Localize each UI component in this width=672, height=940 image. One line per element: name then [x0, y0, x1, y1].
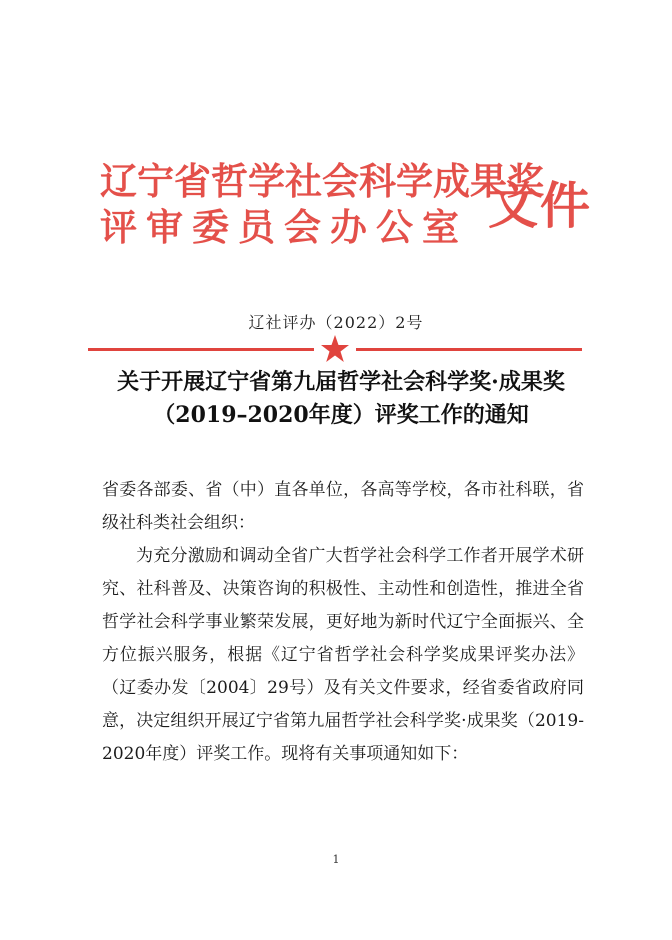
- star-icon: [320, 334, 350, 364]
- page-number: 1: [332, 853, 340, 866]
- issuing-org-line-1: 辽宁省哲学社会科学成果奖: [100, 160, 544, 203]
- salutation: 省委各部委、省（中）直各单位，各高等学校，各市社科联，省级社科类社会组织：: [102, 480, 584, 533]
- document-header: [100, 150, 592, 260]
- body-paragraph: 为充分激励和调动全省广大哲学社会科学工作者开展学术研究、社科普及、决策咨询的积极性、主动性和创造性，推进全省哲学社会科学事业繁荣发展，更好地为新时代辽宁全面振兴、全方位振兴服务，根据《辽宁省哲学社会科学奖成果评奖办法》（辽委办发〔2004〕29号）及有关文件要求，经省委省政府同意，决定组织开展辽宁省第九届哲学社会科学奖·成果奖（2019-2020年度）评奖工作。现将有关事项通知如下：: [102, 546, 584, 764]
- red-rule-right: [356, 348, 582, 351]
- document-title: 关于开展辽宁省第九届哲学社会科学奖·成果奖（2019–2020年度）评奖工作的通知: [117, 369, 565, 428]
- red-separator: [88, 334, 582, 364]
- issuing-org-line-2: 评审委员会办公室: [100, 206, 468, 249]
- document-number: 辽社评办（2022）2号: [248, 313, 424, 332]
- red-rule-left: [88, 348, 314, 351]
- document-type-label: 文件: [488, 177, 592, 235]
